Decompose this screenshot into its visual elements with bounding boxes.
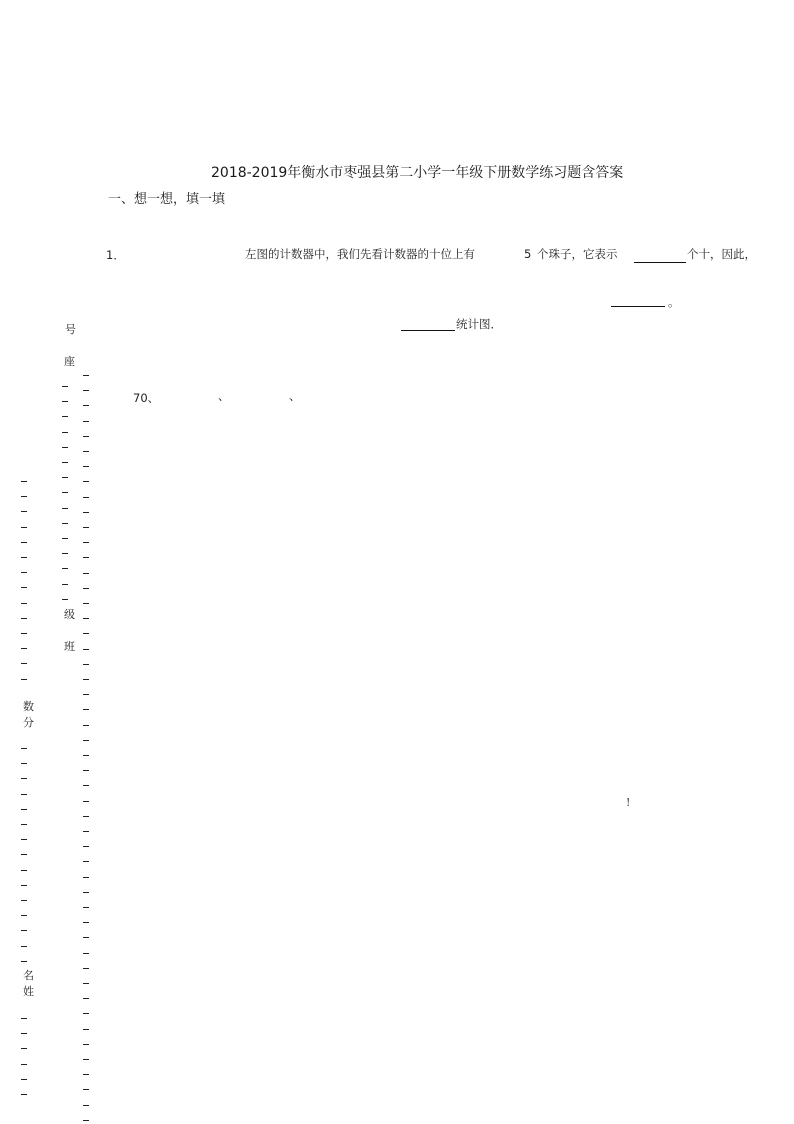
binding-dash-mark <box>21 663 27 664</box>
stray-mark: ! <box>626 796 631 809</box>
binding-dash-mark <box>21 748 27 749</box>
binding-dash-mark <box>21 648 27 649</box>
name-label-char: 名 <box>23 969 34 982</box>
binding-dash-mark <box>62 462 68 463</box>
binding-dash-mark <box>62 416 68 417</box>
binding-dash-mark <box>83 679 89 680</box>
binding-dash-mark <box>21 1079 27 1080</box>
question-number: 70、 <box>133 391 160 405</box>
binding-dash-mark <box>83 542 89 543</box>
binding-dash-mark <box>83 405 89 406</box>
binding-dash-mark <box>83 694 89 695</box>
binding-dash-mark <box>83 512 89 513</box>
binding-dash-mark <box>83 998 89 999</box>
class-label-char: 班 <box>64 640 75 653</box>
binding-dash-mark <box>83 603 89 604</box>
binding-dash-mark <box>83 618 89 619</box>
binding-dash-mark <box>83 725 89 726</box>
binding-dash-mark <box>21 633 27 634</box>
binding-dash-mark <box>83 1029 89 1030</box>
question-text-part-d: 统计图． <box>456 317 502 331</box>
binding-dash-mark <box>21 946 27 947</box>
answer-blank <box>634 262 686 263</box>
binding-dash-mark <box>83 436 89 437</box>
binding-dash-mark <box>21 557 27 558</box>
binding-dash-mark <box>62 584 68 585</box>
binding-dash-mark <box>83 1120 89 1121</box>
binding-dash-mark <box>83 801 89 802</box>
binding-dash-mark <box>83 375 89 376</box>
binding-dash-mark <box>62 432 68 433</box>
binding-dash-mark <box>83 1074 89 1075</box>
binding-dash-mark <box>62 508 68 509</box>
binding-dash-mark <box>83 1044 89 1045</box>
binding-dash-mark <box>62 599 68 600</box>
binding-dash-mark <box>21 885 27 886</box>
section-heading: 一、想一想，填一填 <box>108 192 226 207</box>
binding-dash-column-inner <box>83 0 91 1124</box>
binding-dash-column-middle <box>62 0 70 1124</box>
answer-blank <box>401 330 455 331</box>
binding-dash-mark <box>83 481 89 482</box>
binding-dash-mark <box>21 1094 27 1095</box>
binding-dash-mark <box>21 854 27 855</box>
binding-dash-mark <box>21 527 27 528</box>
list-separator: 、 <box>289 389 301 403</box>
binding-dash-mark <box>83 588 89 589</box>
binding-dash-mark <box>62 492 68 493</box>
binding-dash-mark <box>83 1059 89 1060</box>
binding-dash-mark <box>83 968 89 969</box>
binding-dash-mark <box>83 573 89 574</box>
binding-dash-mark <box>62 538 68 539</box>
binding-dash-mark <box>21 587 27 588</box>
question-text-part-c: 个十，因此， <box>687 247 756 261</box>
binding-dash-mark <box>21 778 27 779</box>
binding-dash-mark <box>83 466 89 467</box>
binding-dash-mark <box>21 900 27 901</box>
binding-dash-mark <box>83 557 89 558</box>
binding-dash-mark <box>21 542 27 543</box>
binding-dash-mark <box>83 1105 89 1106</box>
binding-dash-mark <box>21 809 27 810</box>
binding-dash-mark <box>83 421 89 422</box>
seat-number-label-char: 座 <box>64 355 75 368</box>
class-label-char: 级 <box>64 608 75 621</box>
binding-dash-mark <box>21 572 27 573</box>
binding-dash-mark <box>83 983 89 984</box>
list-separator: 、 <box>218 389 230 403</box>
binding-dash-mark <box>83 831 89 832</box>
question-text-part-a: 左图的计数器中，我们先看计数器的十位上有 <box>245 247 475 261</box>
binding-dash-mark <box>83 390 89 391</box>
binding-dash-mark <box>21 1018 27 1019</box>
binding-dash-mark <box>83 1013 89 1014</box>
binding-dash-mark <box>83 892 89 893</box>
binding-dash-mark <box>21 496 27 497</box>
binding-dash-mark <box>83 907 89 908</box>
binding-dash-mark <box>83 633 89 634</box>
binding-dash-mark <box>83 770 89 771</box>
score-label-char: 分 <box>23 716 34 729</box>
binding-dash-mark <box>62 477 68 478</box>
binding-dash-mark <box>21 1033 27 1034</box>
question-number: 1． <box>106 248 125 262</box>
seat-number-label-char: 号 <box>65 323 76 336</box>
score-label-char: 数 <box>23 700 34 713</box>
binding-dash-mark <box>83 922 89 923</box>
binding-dash-mark <box>83 755 89 756</box>
binding-dash-mark <box>21 679 27 680</box>
binding-dash-mark <box>21 618 27 619</box>
binding-dash-mark <box>83 785 89 786</box>
binding-dash-mark <box>62 401 68 402</box>
binding-dash-mark <box>21 603 27 604</box>
binding-dash-mark <box>83 451 89 452</box>
name-label-char: 姓 <box>23 985 34 998</box>
binding-dash-mark <box>21 839 27 840</box>
binding-dash-mark <box>62 386 68 387</box>
binding-dash-mark <box>83 1089 89 1090</box>
binding-dash-mark <box>21 870 27 871</box>
document-title: 2018-2019年衡水市枣强县第二小学一年级下册数学练习题含答案 <box>211 165 624 181</box>
binding-dash-mark <box>62 447 68 448</box>
binding-dash-mark <box>62 568 68 569</box>
binding-dash-mark <box>21 930 27 931</box>
binding-dash-mark <box>21 1064 27 1065</box>
binding-dash-mark <box>21 824 27 825</box>
binding-dash-mark <box>21 794 27 795</box>
binding-dash-mark <box>83 664 89 665</box>
binding-dash-mark <box>83 740 89 741</box>
binding-dash-mark <box>83 497 89 498</box>
binding-dash-mark <box>21 915 27 916</box>
binding-dash-mark <box>83 937 89 938</box>
binding-dash-mark <box>83 816 89 817</box>
binding-dash-mark <box>62 523 68 524</box>
binding-dash-mark <box>83 861 89 862</box>
binding-dash-column-outer <box>21 0 29 1124</box>
binding-dash-mark <box>83 709 89 710</box>
binding-dash-mark <box>21 961 27 962</box>
binding-dash-mark <box>21 481 27 482</box>
binding-dash-mark <box>83 649 89 650</box>
question-period: 。 <box>668 295 680 309</box>
binding-dash-mark <box>83 877 89 878</box>
binding-dash-mark <box>21 1048 27 1049</box>
binding-dash-mark <box>83 953 89 954</box>
question-count-value: 5 <box>524 247 532 261</box>
binding-dash-mark <box>21 511 27 512</box>
answer-blank <box>611 306 665 307</box>
binding-dash-mark <box>83 527 89 528</box>
question-text-part-b: 个珠子，它表示 <box>537 247 618 261</box>
binding-dash-mark <box>62 553 68 554</box>
binding-dash-mark <box>21 763 27 764</box>
binding-dash-mark <box>83 846 89 847</box>
